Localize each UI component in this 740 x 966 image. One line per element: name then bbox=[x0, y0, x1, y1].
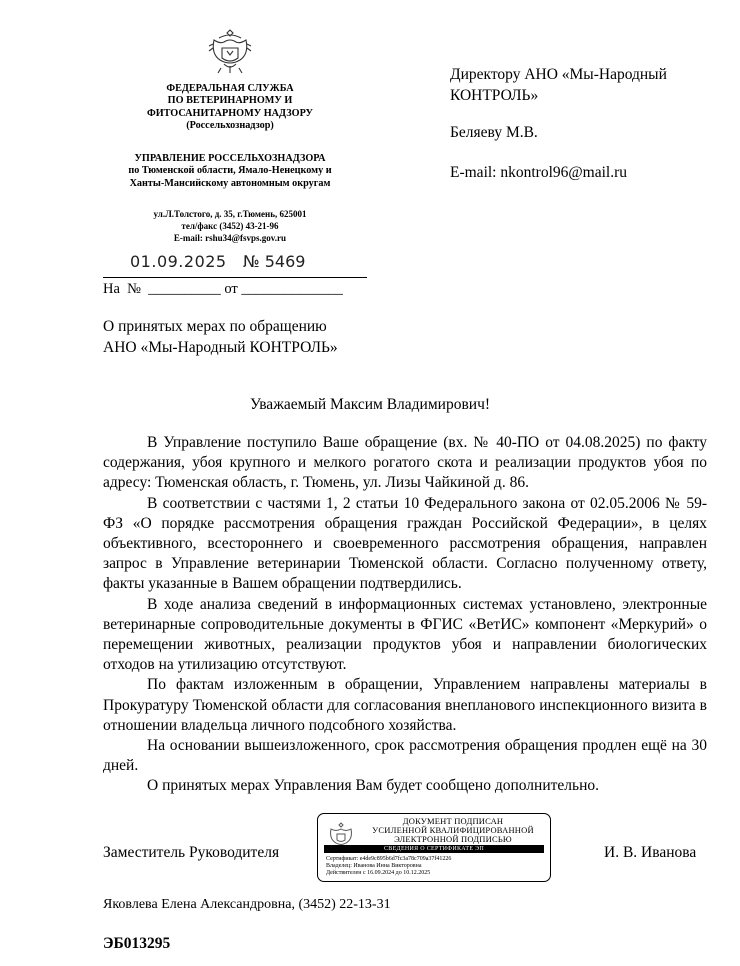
subject-line: О принятых мерах по обращению bbox=[103, 318, 327, 335]
stamp-line: ДОКУМЕНТ ПОДПИСАН bbox=[402, 816, 504, 826]
letter-subject bbox=[103, 316, 403, 358]
addressee-line: КОНТРОЛЬ» bbox=[450, 87, 539, 104]
org-address bbox=[100, 208, 360, 244]
addressee-position bbox=[450, 64, 667, 106]
document-code: ЭБ013295 bbox=[103, 935, 171, 952]
org-line: ФИТОСАНИТАРНОМУ НАДЗОРУ bbox=[146, 107, 314, 119]
body-paragraph: На основании вышеизложенного, срок рассмотрения обращения продлен ещё на 30 дней. bbox=[103, 737, 707, 775]
coat-of-arms-icon bbox=[207, 26, 253, 76]
dept-line: УПРАВЛЕНИЕ РОССЕЛЬХОЗНАДЗОРА bbox=[134, 153, 326, 164]
signer-title: Заместитель Руководителя bbox=[103, 844, 280, 861]
body-paragraph: В ходе анализа сведений в информационных системах установлено, электронные ветеринарные сопроводительные документы в ФГИС «ВетИС» компонент «Меркурий» о перемещении животных, реализации продуктов убоя и направлении биологических отходов на утилизацию отсутствуют. bbox=[103, 595, 707, 674]
registration-date: 01.09.2025 bbox=[130, 252, 227, 271]
addressee-line: Директору АНО «Мы-Народный bbox=[450, 66, 667, 83]
subject-line: АНО «Мы-Народный КОНТРОЛЬ» bbox=[103, 339, 338, 356]
organization-name bbox=[100, 83, 360, 133]
org-line: (Россельхознадзор) bbox=[186, 120, 274, 132]
body-paragraph: О принятых мерах Управления Вам будет сообщено дополнительно. bbox=[147, 777, 600, 795]
stamp-owner: Владелец: Иванова Инна Викторовна bbox=[326, 863, 422, 869]
electronic-signature-stamp bbox=[317, 813, 551, 882]
body-paragraph: По фактам изложенным в обращении, Управлением направлены материалы в Прокуратуру Тюменской области для согласования внепланового инспекционного визита в отношении владельца личного подсобного хозяйства. bbox=[103, 676, 707, 734]
phone-line: тел/факс (3452) 43-21-96 bbox=[181, 221, 279, 231]
address-line: ул.Л.Толстого, д. 35, г.Тюмень, 625001 bbox=[153, 209, 307, 219]
letter-body bbox=[103, 433, 707, 797]
stamp-validity: Действителен с 16.09.2024 до 10.12.2025 bbox=[326, 870, 431, 876]
body-paragraph: В Управление поступило Ваше обращение (вх. № 40-ПО от 04.08.2025) по факту содержания, убоя крупного и мелкого рогатого скота и реализации продуктов убоя по адресу: Тюменская область, г. Тюмень, ул. Лизы Чайкиной д. 86. bbox=[103, 434, 707, 492]
stamp-line: УСИЛЕННОЙ КВАЛИФИЦИРОВАННОЙ bbox=[372, 825, 534, 835]
org-line: ПО ВЕТЕРИНАРНОМУ И bbox=[167, 95, 293, 107]
dept-line: Ханты-Мансийскому автономным округам bbox=[129, 177, 331, 189]
stamp-header bbox=[356, 817, 550, 844]
salutation: Уважаемый Максим Владимирович! bbox=[249, 396, 491, 413]
executor-contact: Яковлева Елена Александровна, (3452) 22-13-31 bbox=[103, 897, 391, 912]
org-line: ФЕДЕРАЛЬНАЯ СЛУЖБА bbox=[166, 83, 294, 94]
stamp-certificate-bar: СВЕДЕНИЯ О СЕРТИФИКАТЕ ЭП bbox=[324, 845, 544, 853]
reference-row: На № __________ от ______________ bbox=[103, 281, 343, 297]
dept-line: по Тюменской области, Ямало-Ненецкому и bbox=[128, 165, 332, 177]
signer-name: И. В. Иванова bbox=[604, 844, 697, 861]
stamp-certificate: Сертификат: e4de9c895b6d7fc3a78c709a37f41226 bbox=[326, 856, 452, 862]
email-line: E-mail: rshu34@fsvps.gov.ru bbox=[173, 233, 287, 243]
stamp-line: ЭЛЕКТРОННОЙ ПОДПИСЬЮ bbox=[394, 834, 512, 844]
registration-number: № 5469 bbox=[243, 252, 306, 271]
department-name bbox=[100, 153, 360, 190]
addressee-name: Беляеву М.В. bbox=[450, 124, 538, 141]
body-paragraph: В соответствии с частями 1, 2 статьи 10 Федерального закона от 02.05.2006 № 59-ФЗ «О порядке рассмотрения обращения граждан Российской Федерации», в целях объективного, всестороннего и своевременного рассмотрения обращения, направлен запрос в Управление ветеринарии Тюменской области. Согласно полученному ответу, факты указанные в Вашем обращении подтвердились. bbox=[103, 494, 707, 593]
addressee-email: E-mail: nkontrol96@mail.ru bbox=[450, 164, 627, 181]
